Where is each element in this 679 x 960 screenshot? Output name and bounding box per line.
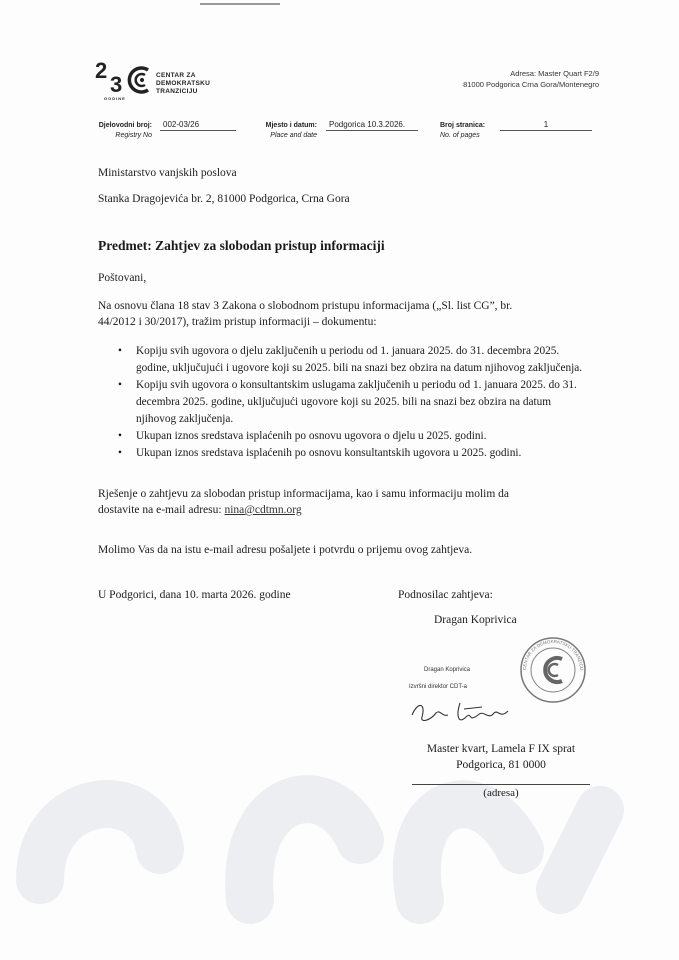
address-caption: (adresa) bbox=[483, 787, 519, 799]
registry-label-text: Djelovodni broj: bbox=[98, 122, 152, 129]
logo-number-two: 2 bbox=[95, 58, 108, 83]
delivery-paragraph bbox=[98, 486, 588, 518]
subject-heading: Predmet: Zahtjev za slobodan pristup informaciji bbox=[98, 238, 385, 253]
delivery-line-2 bbox=[98, 502, 588, 518]
delivery-line-2-prefix: dostavite na e-mail adresu: bbox=[98, 504, 225, 516]
stamp-text: CENTAR ZA DEMOKRATSKU TRANZICIJ bbox=[521, 638, 585, 671]
place-date-label-en: Place and date bbox=[270, 132, 317, 139]
logo-text-line-2: DEMOKRATSKU bbox=[156, 80, 211, 87]
list-item: • Kopiju svih ugovora o djelu zaključenih u periodu od 1. januara 2025. do 31. decembra 2025. godine, uključujući i ugovore koji su 2025. bili na snazi bez obzira na datum njihovog zaključenja. bbox=[118, 343, 588, 377]
list-item: • Ukupan iznos sredstava isplaćenih po osnovu ugovora o djelu u 2025. godini. bbox=[118, 428, 588, 445]
sender-address-line-1: Master kvart, Lamela F IX sprat bbox=[426, 743, 576, 755]
signature-title: Izvršni direktor CDT-a bbox=[409, 684, 468, 690]
scan-mark bbox=[200, 3, 280, 5]
pages-value: 1 bbox=[500, 120, 592, 131]
logo-number-three: 3 bbox=[110, 72, 123, 97]
confirmation-request: Molimo Vas da na istu e-mail adresu pošaljete i potvrdu o prijemu ovog zahtjeva. bbox=[98, 544, 473, 556]
list-item: • Kopiju svih ugovora o konsultantskim uslugama zaključenih u periodu od 1. januara 2025. do 31. decembra 2025. godine, uključujući ugovore koji su 2025. bili na snazi bez obzira na datum njihovog zaključenja. bbox=[118, 377, 588, 428]
place-date-label-text: Mjesto i datum: bbox=[265, 122, 317, 129]
pages-label-en: No. of pages bbox=[440, 132, 480, 139]
list-item: • Ukupan iznos sredstava isplaćenih po osnovu konsultantskih ugovora u 2025. godini. bbox=[118, 445, 588, 462]
intro-paragraph bbox=[98, 298, 588, 330]
delivery-line-1: Rješenje o zahtjevu za slobodan pristup informacijama, kao i samu informaciju molim da bbox=[98, 488, 510, 500]
pages-label-text: Broj stranica: bbox=[440, 122, 486, 129]
handwritten-signature bbox=[408, 695, 518, 729]
intro-line-1: Na osnovu člana 18 stav 3 Zakona o slobodnom pristupu informacijama („Sl. list CG”, br. bbox=[98, 300, 513, 312]
sender-address-line-2: Podgorica, 81 0000 bbox=[456, 759, 546, 771]
registry-label bbox=[94, 121, 152, 141]
applicant-name: Dragan Koprivica bbox=[434, 614, 517, 626]
signature-name: Dragan Koprivica bbox=[424, 667, 471, 673]
registry-label-en: Registry No bbox=[115, 132, 152, 139]
letterhead-address-line-1: Adresa: Master Quart F2/9 bbox=[510, 69, 599, 78]
pages-label bbox=[440, 121, 494, 141]
letterhead-address bbox=[463, 68, 599, 90]
greeting: Poštovani, bbox=[98, 272, 147, 284]
logo-arc-icon bbox=[126, 64, 156, 96]
address-underline bbox=[412, 784, 590, 785]
sender-address bbox=[412, 741, 590, 773]
applicant-label: Podnosilac zahtjeva: bbox=[398, 589, 493, 601]
registry-number: 002-03/26 bbox=[160, 120, 236, 131]
place-date-label bbox=[255, 121, 317, 141]
email-link[interactable]: nina@cdtmn.org bbox=[224, 504, 302, 516]
place-and-date: U Podgorici, dana 10. marta 2026. godine bbox=[98, 589, 291, 601]
recipient-address: Stanka Dragojevića br. 2, 81000 Podgorica, Crna Gora bbox=[98, 193, 350, 205]
organization-stamp bbox=[518, 635, 588, 705]
intro-line-2: 44/2012 i 30/2017), tražim pristup informaciji – dokumentu: bbox=[98, 316, 377, 328]
letterhead-address-line-2: 81000 Podgorica Crna Gora/Montenegro bbox=[463, 80, 599, 89]
place-date-value: Podgorica 10.3.2026. bbox=[326, 120, 418, 131]
logo-text-line-3: TRANZICIJU bbox=[156, 88, 198, 95]
logo-subtext: GODINE bbox=[104, 96, 126, 101]
recipient-name: Ministarstvo vanjskih poslova bbox=[98, 167, 237, 179]
organization-logo bbox=[90, 60, 230, 108]
request-list bbox=[118, 343, 588, 462]
logo-text-line-1: CENTAR ZA bbox=[156, 72, 196, 79]
